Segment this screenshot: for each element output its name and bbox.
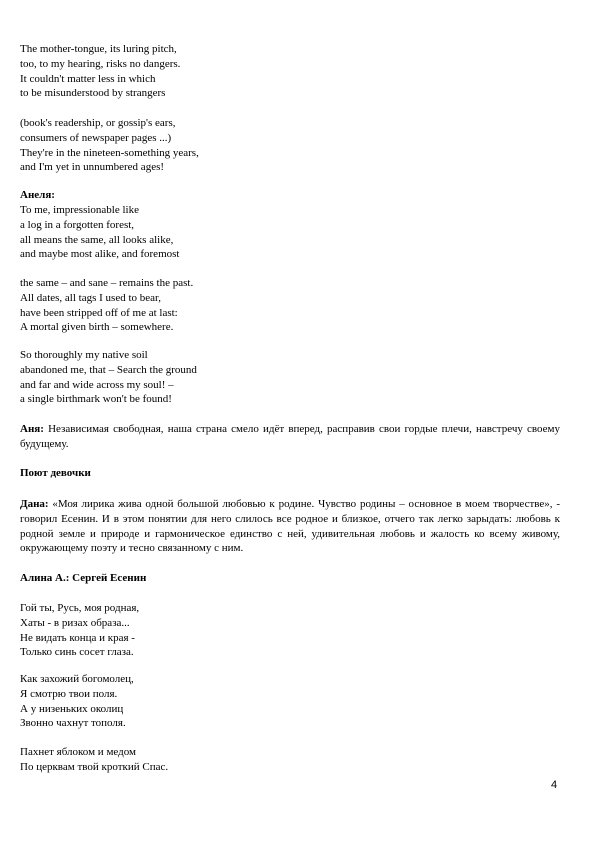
- poem-line: a log in a forgotten forest,: [20, 218, 135, 231]
- poem-stanza-4: [20, 276, 560, 335]
- speaker-anelya-heading: [20, 188, 560, 203]
- poem-line: Как захожий богомолец,: [20, 673, 134, 685]
- poem-line: a single birthmark won't be found!: [20, 393, 172, 406]
- poem-line: and I'm yet in unnumbered ages!: [20, 161, 165, 174]
- poem-line: They're in the nineteen-something years,: [20, 146, 199, 159]
- page-number: 4: [551, 779, 558, 791]
- poem-line: The mother-tongue, its luring pitch,: [20, 43, 177, 55]
- poem-line: (book's readership, or gossip's ears,: [20, 117, 176, 129]
- poem-line: Только синь сосет глаза.: [20, 646, 134, 659]
- speaker-label: Аня:: [20, 423, 44, 435]
- poem-stanza-2: [20, 116, 560, 175]
- section-heading-alina: [20, 571, 560, 586]
- poem-line: have been stripped off of me at last:: [20, 306, 178, 319]
- section-heading-girls: [20, 466, 560, 481]
- rus-poem-stanza-2: [20, 672, 560, 731]
- poem-line: abandoned me, that – Search the ground: [20, 363, 197, 376]
- poem-line: the same – and sane – remains the past.: [20, 277, 194, 289]
- poem-line: Хаты - в ризах образа...: [20, 616, 130, 629]
- paragraph-dana: [20, 497, 560, 556]
- poem-line: consumers of newspaper pages ...): [20, 131, 172, 144]
- paragraph-text: «Моя лирика жива одной большой любовью к родине. Чувство родины – основное в моем творчестве», - говорил Есенин. И в этом понятии для него слилось все родное и близкое, отчего так легко зарыдать: любовь к родной земле и природе и гармоническое единство с ней, удивительная любовь и жалость ко всему живому, окружающему поэту и тесно связанному с ним.: [20, 498, 560, 555]
- section-heading: Алина А.: Сергей Есенин: [20, 572, 147, 584]
- poem-line: all means the same, all looks alike,: [20, 233, 174, 246]
- poem-line: too, to my hearing, risks no dangers.: [20, 57, 181, 70]
- rus-poem-stanza-3: [20, 745, 560, 775]
- poem-line: Звонно чахнут тополя.: [20, 717, 126, 730]
- poem-line: Пахнет яблоком и медом: [20, 746, 136, 758]
- poem-line: to be misunderstood by strangers: [20, 87, 166, 100]
- paragraph-anya: [20, 422, 560, 452]
- poem-stanza-3: [20, 203, 560, 262]
- section-heading: Поют девочки: [20, 467, 91, 479]
- poem-line: А у низеньких околиц: [20, 702, 124, 715]
- poem-line: and maybe most alike, and foremost: [20, 248, 180, 261]
- poem-line: and far and wide across my soul! –: [20, 378, 174, 391]
- speaker-label: Дана:: [20, 498, 49, 510]
- poem-line: Не видать конца и края -: [20, 631, 135, 644]
- poem-stanza-1: [20, 42, 560, 101]
- poem-line: По церквам твой кроткий Спас.: [20, 760, 169, 773]
- poem-line: So thoroughly my native soil: [20, 349, 148, 361]
- poem-line: Гой ты, Русь, моя родная,: [20, 602, 140, 614]
- poem-line: To me, impressionable like: [20, 204, 139, 216]
- poem-line: All dates, all tags I used to bear,: [20, 291, 161, 304]
- poem-line: Я смотрю твои поля.: [20, 687, 118, 700]
- rus-poem-stanza-1: [20, 601, 560, 660]
- poem-line: A mortal given birth – somewhere.: [20, 321, 174, 334]
- paragraph-text: Независимая свободная, наша страна смело идёт вперед, расправив свои гордые плечи, навстречу своему будущему.: [20, 423, 560, 450]
- poem-stanza-5: [20, 348, 560, 407]
- poem-line: It couldn't matter less in which: [20, 72, 156, 85]
- speaker-label: Анеля:: [20, 189, 55, 201]
